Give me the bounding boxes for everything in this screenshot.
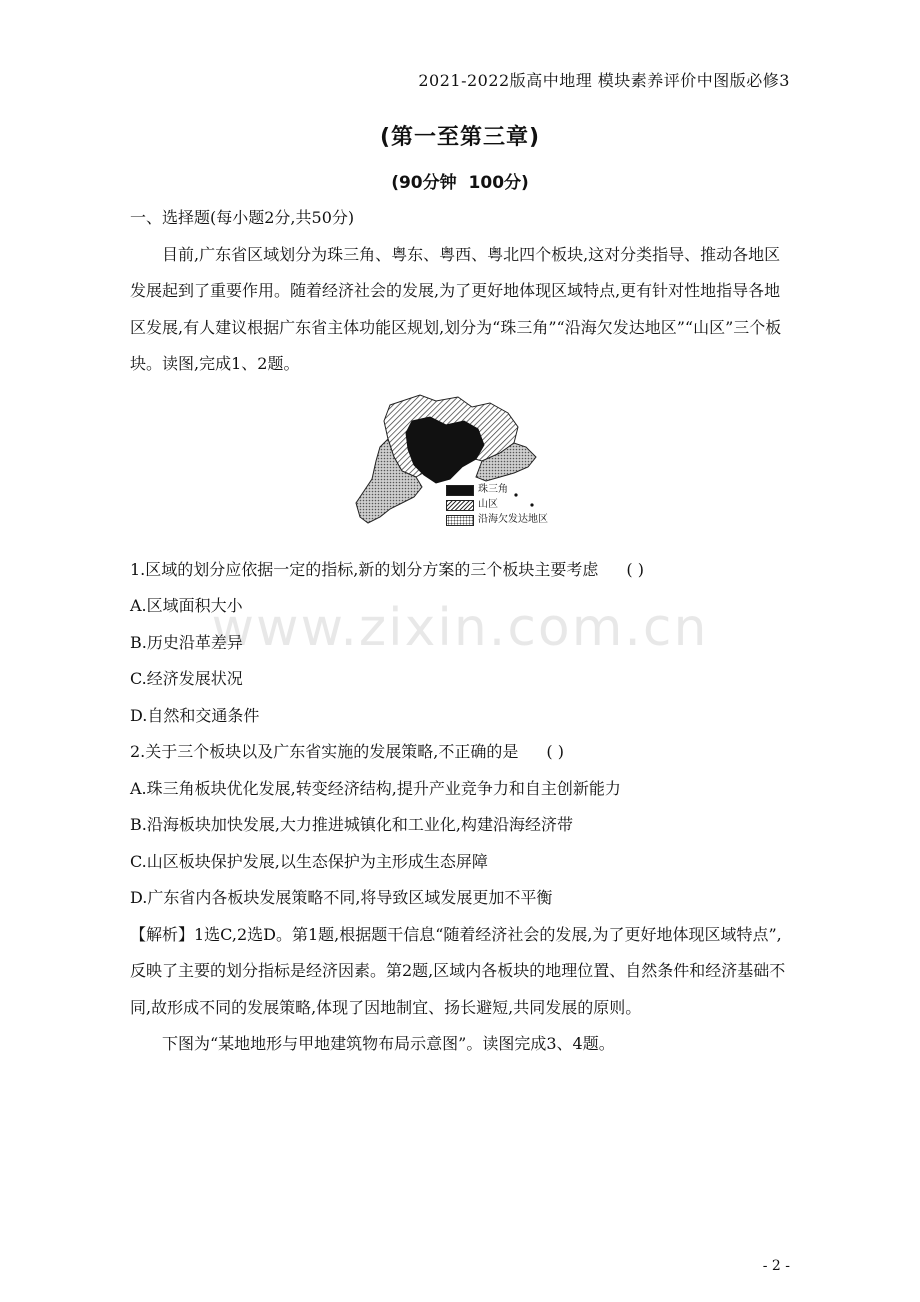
q2-option-a: A.珠三角板块优化发展,转变经济结构,提升产业竞争力和自主创新能力 bbox=[130, 778, 621, 798]
question-text: 2.关于三个板块以及广东省实施的发展策略,不正确的是 bbox=[130, 742, 519, 761]
q2-option-b: B.沿海板块加快发展,大力推进城镇化和工业化,构建沿海经济带 bbox=[130, 815, 574, 834]
dotted-fill-icon bbox=[446, 515, 474, 526]
map-legend bbox=[446, 483, 548, 528]
q2-option-d: D.广东省内各板块发展策略不同,将导致区域发展更加不平衡 bbox=[130, 888, 553, 907]
analysis-paragraph: 【解析】1选C,2选D。第1题,根据题干信息“随着经济社会的发展,为了更好地体现区域特点”,反映了主要的划分指标是经济因素。第2题,区域内各板块的地理位置、自然条件和经济基础不同,故形成不同的发展策略,体现了因地制宜、扬长避短,共同发展的原则。 bbox=[130, 924, 786, 1017]
legend-label: 山区 bbox=[478, 499, 498, 510]
question-text: 1.区域的划分应依据一定的指标,新的划分方案的三个板块主要考虑 bbox=[130, 559, 599, 579]
q2-option-c: C.山区板块保护发展,以生态保护为主形成生态屏障 bbox=[130, 851, 488, 871]
watermark: www.zixin.com.cn bbox=[211, 598, 709, 658]
answer-bracket: ( ) bbox=[546, 742, 564, 761]
legend-label: 沿海欠发达地区 bbox=[478, 514, 548, 525]
question-intro-1: 目前,广东省区域划分为珠三角、粤东、粤西、粤北四个板块,这对分类指导、推动各地区发展起到了重要作用。随着经济社会的发展,为了更好地体现区域特点,更有针对性地指导各地区发展,有人建议根据广东省主体功能区规划,划分为“珠三角”“沿海欠发达地区”“山区”三个板块。读图,完成1、2题。 bbox=[130, 244, 782, 373]
page-number: - 2 - bbox=[762, 1258, 790, 1274]
question-1-stem bbox=[130, 552, 792, 589]
hatched-fill-icon bbox=[446, 500, 474, 511]
page-title: (第一至第三章) bbox=[379, 125, 541, 150]
page-subtitle: (90分钟 100分) bbox=[391, 173, 529, 193]
q1-option-b: B.历史沿革差异 bbox=[130, 632, 243, 652]
question-2-stem bbox=[130, 734, 792, 771]
answer-bracket: ( ) bbox=[626, 559, 644, 579]
document-body bbox=[130, 200, 792, 1063]
legend-item-coastal bbox=[446, 513, 548, 528]
question-intro-2: 下图为“某地地形与甲地建筑物布局示意图”。读图完成3、4题。 bbox=[162, 1034, 615, 1053]
legend-item-mountain bbox=[446, 498, 548, 513]
section-heading: 一、选择题(每小题2分,共50分) bbox=[130, 208, 355, 227]
q1-option-c: C.经济发展状况 bbox=[130, 669, 243, 688]
q1-option-d: D.自然和交通条件 bbox=[130, 705, 260, 725]
legend-item-pearl-delta bbox=[446, 483, 548, 498]
legend-label: 珠三角 bbox=[478, 484, 508, 495]
guangdong-map-figure bbox=[130, 391, 792, 546]
header-text: 2021-2022版高中地理 模块素养评价中图版必修3 bbox=[418, 71, 790, 90]
q1-option-a: A.区域面积大小 bbox=[130, 596, 243, 615]
solid-fill-icon bbox=[446, 485, 474, 496]
